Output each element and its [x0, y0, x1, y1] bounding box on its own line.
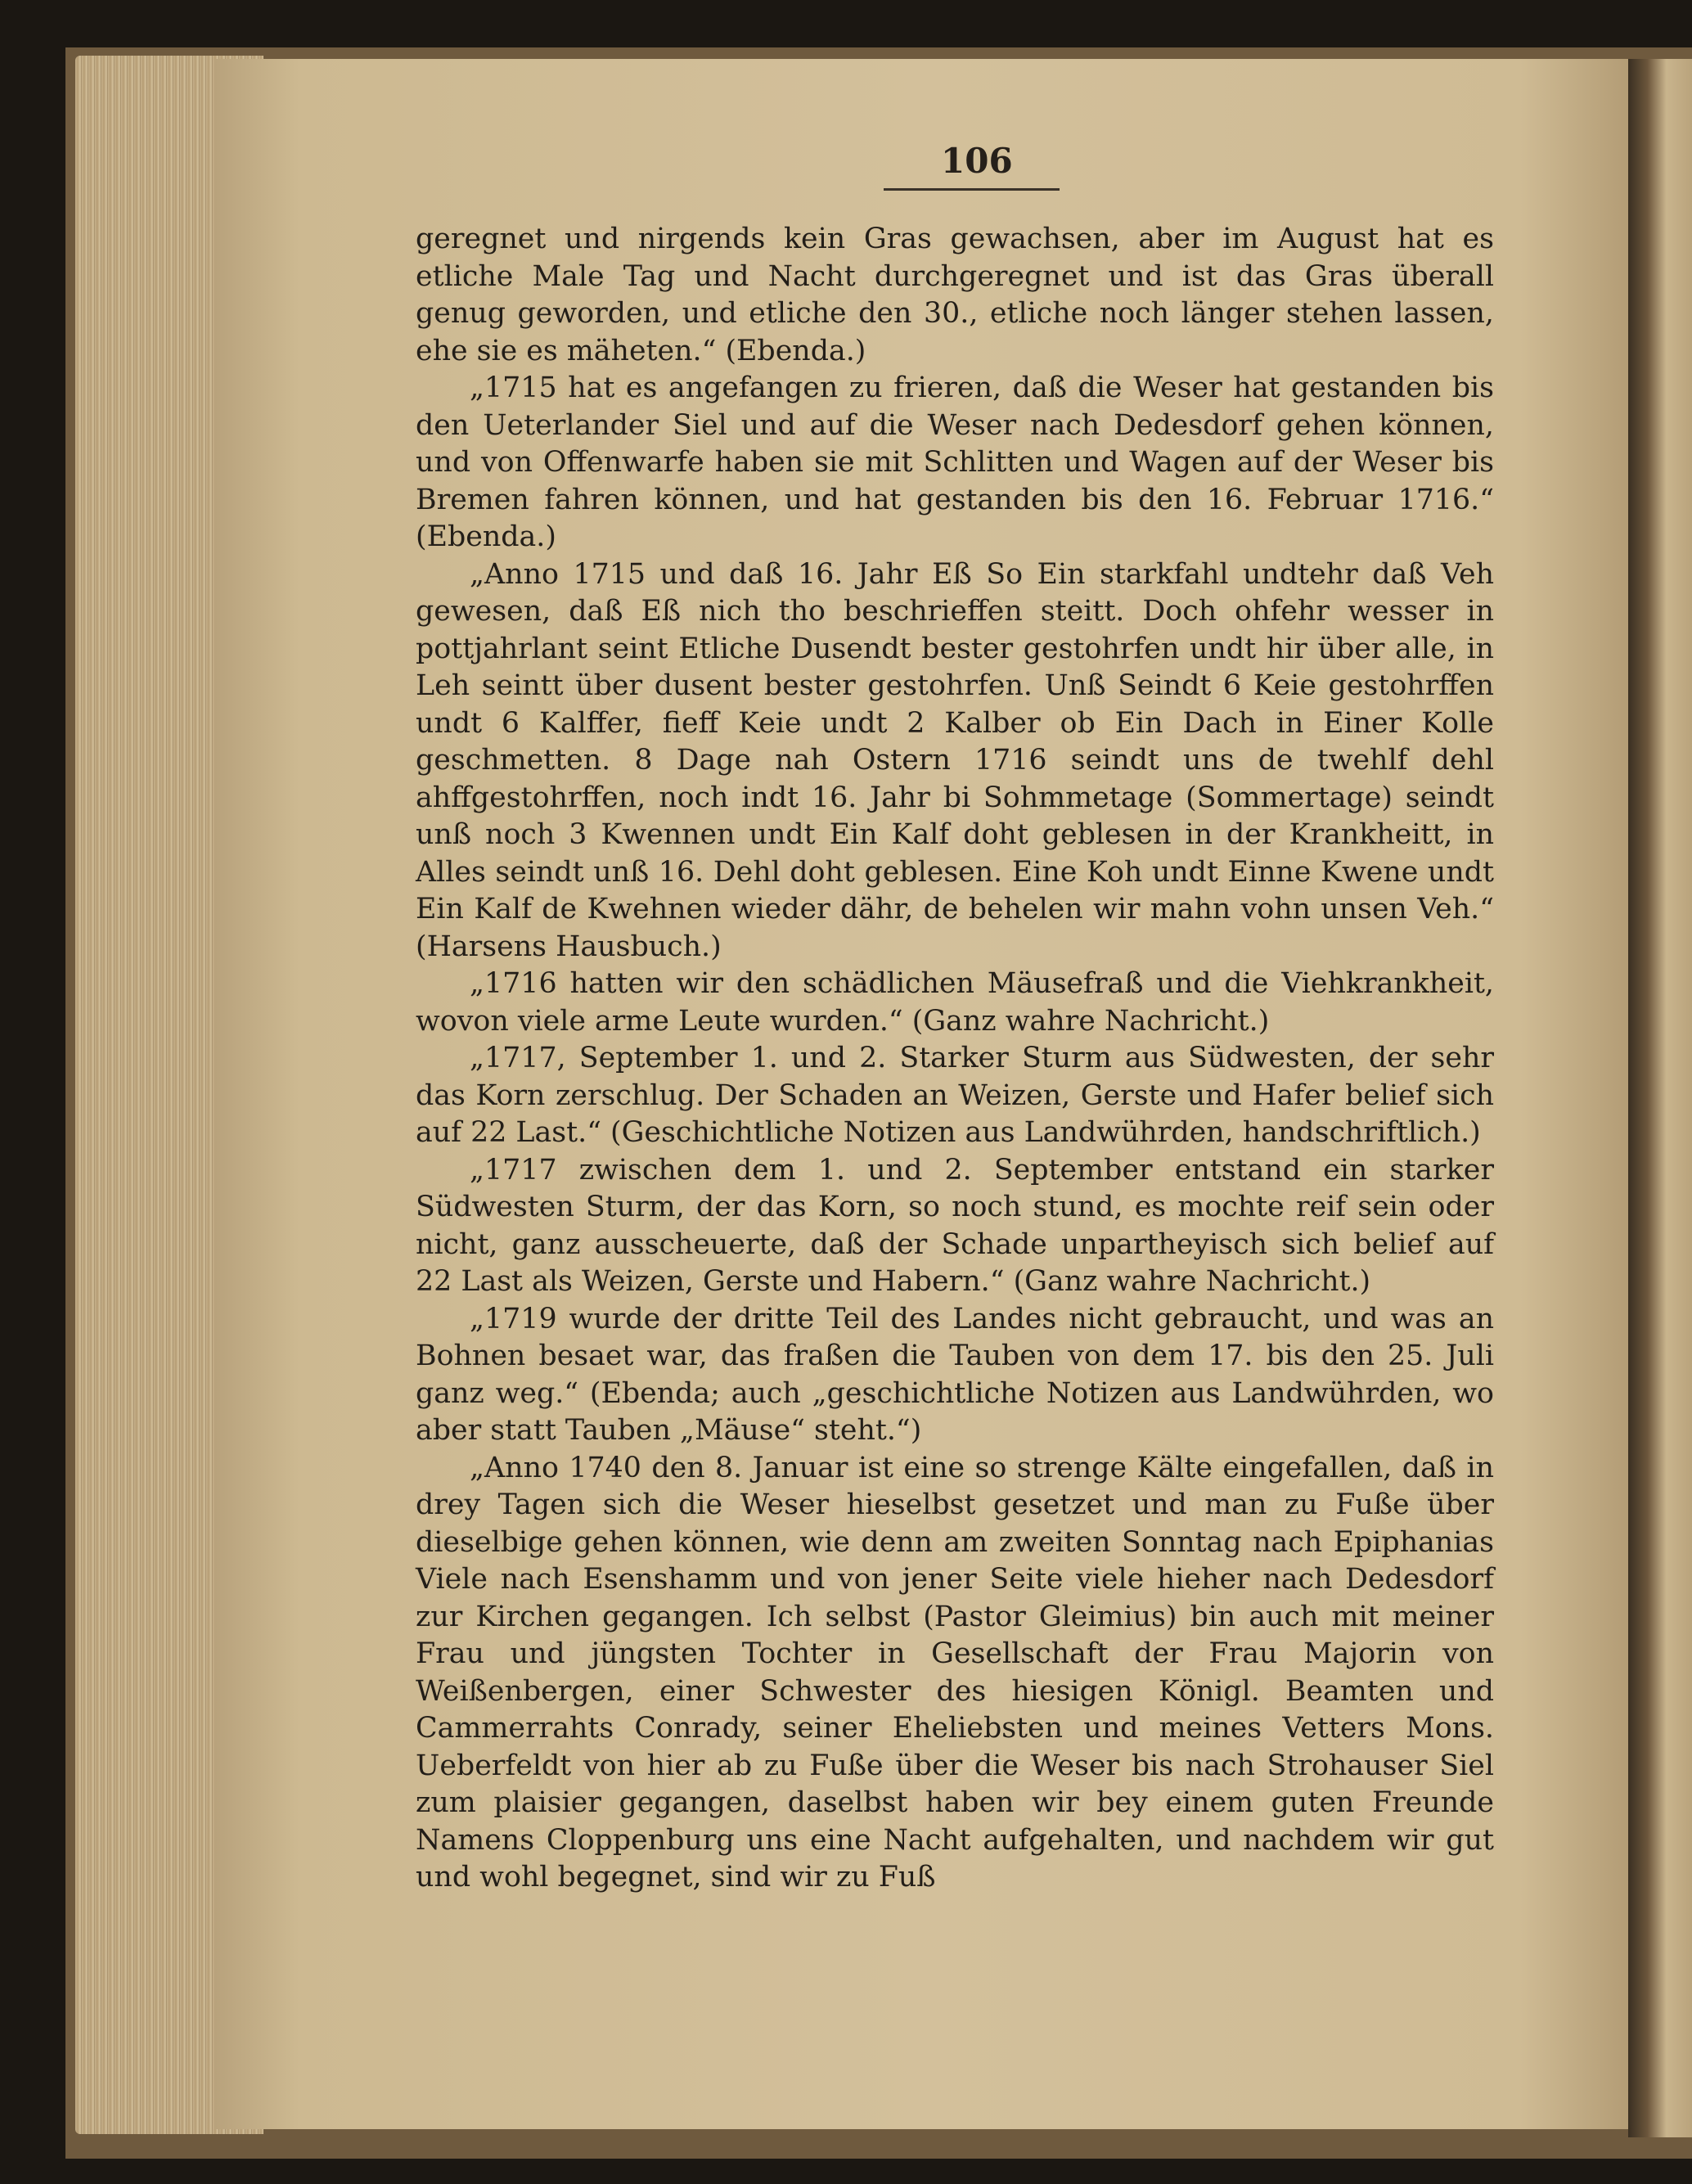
paragraph: geregnet und nirgends kein Gras gewachsen, aber im August hat es etliche Male Tag und Nacht durchgeregnet und ist das Gras überall genug geworden, und etliche den 30., etliche noch länger stehen lassen, ehe sie es mäheten.“ (Ebenda.) [416, 223, 1494, 367]
paragraph: „Anno 1740 den 8. Januar ist eine so strenge Kälte eingefallen, daß in drey Tagen sich die Weser hieselbst gesetzet und man zu Fuße über dieselbige gehen können, wie denn am zweiten Sonntag nach Epiphanias Viele nach Esenshamm und von jener Seite viele hieher nach Dedesdorf zur Kirchen gegangen. Ich selbst (Pastor Gleimius) bin auch mit meiner Frau und jüngsten Tochter in Gesellschaft der Frau Majorin von Weißenbergen, einer Schwester des hiesigen Königl. Beamten und Cammerrahts Conrady, seiner Eheliebsten und meines Vetters Mons. Ueberfeldt von hier ab zu Fuße über die Weser bis nach Strohauser Siel zum plaisier gegangen, daselbst haben wir bey einem guten Freunde Namens Cloppenburg uns eine Nacht aufgehalten, und nachdem wir gut und wohl begegnet, sind wir zu Fuß [416, 1451, 1494, 1894]
paragraph: „Anno 1715 und daß 16. Jahr Eß So Ein starkfahl undtehr daß Veh gewesen, daß Eß nich tho beschrieffen steitt. Doch ohfehr wesser in pottjahrlant seint Etliche Dusendt bester gestohrfen undt hir über alle, in Leh seintt über dusent bester gestohrfen. Unß Seindt 6 Keie gestohrffen undt 6 Kalffer, fieff Keie undt 2 Kalber ob Ein Dach in Einer Kolle geschmetten. 8 Dage nah Ostern 1716 seindt uns de twehlf dehl ahffgestohrffen, noch indt 16. Jahr bi Sohmmetage (Sommertage) seindt unß noch 3 Kwennen undt Ein Kalf doht geblesen in der Krankheitt, in Alles seindt unß 16. Dehl doht geblesen. Eine Koh undt Einne Kwene undt Ein Kalf de Kwehnen wieder dähr, de behelen wir mahn vohn unsen Veh.“ (Harsens Hausbuch.) [416, 557, 1494, 963]
page-number: 106 [941, 141, 1013, 181]
page-text [416, 221, 1494, 1897]
book-gutter [1628, 59, 1692, 2137]
paragraph: „1716 hatten wir den schädlichen Mäusefraß und die Viehkrankheit, wovon viele arme Leute wurden.“ (Ganz wahre Nachricht.) [416, 967, 1494, 1038]
paragraph: „1719 wurde der dritte Teil des Landes nicht gebraucht, und was an Bohnen besaet war, das fraßen die Tauben von dem 17. bis den 25. Juli ganz weg.“ (Ebenda; auch „geschichtliche Notizen aus Landwührden, wo aber statt Tauben „Mäuse“ steht.“) [416, 1302, 1494, 1447]
header-rule [884, 188, 1060, 191]
paragraph: „1717 zwischen dem 1. und 2. September entstand ein starker Südwesten Sturm, der das Korn, so noch stund, es mochte reif sein oder nicht, ganz ausscheuerte, daß der Schade unpartheyisch sich belief auf 22 Last als Weizen, Gerste und Habern.“ (Ganz wahre Nachricht.) [416, 1153, 1494, 1298]
paragraph: „1717, September 1. und 2. Starker Sturm aus Südwesten, der sehr das Korn zerschlug. Der Schaden an Weizen, Gerste und Hafer belief sich auf 22 Last.“ (Geschichtliche Notizen aus Landwührden, handschriftlich.) [416, 1042, 1494, 1149]
paragraph: „1715 hat es angefangen zu frieren, daß die Weser hat gestanden bis den Ueterlander Siel und auf die Weser nach Dedesdorf gehen können, und von Offenwarfe haben sie mit Schlitten und Wagen auf der Weser bis Bremen fahren können, und hat gestanden bis den 16. Februar 1716.“ (Ebenda.) [416, 372, 1494, 553]
